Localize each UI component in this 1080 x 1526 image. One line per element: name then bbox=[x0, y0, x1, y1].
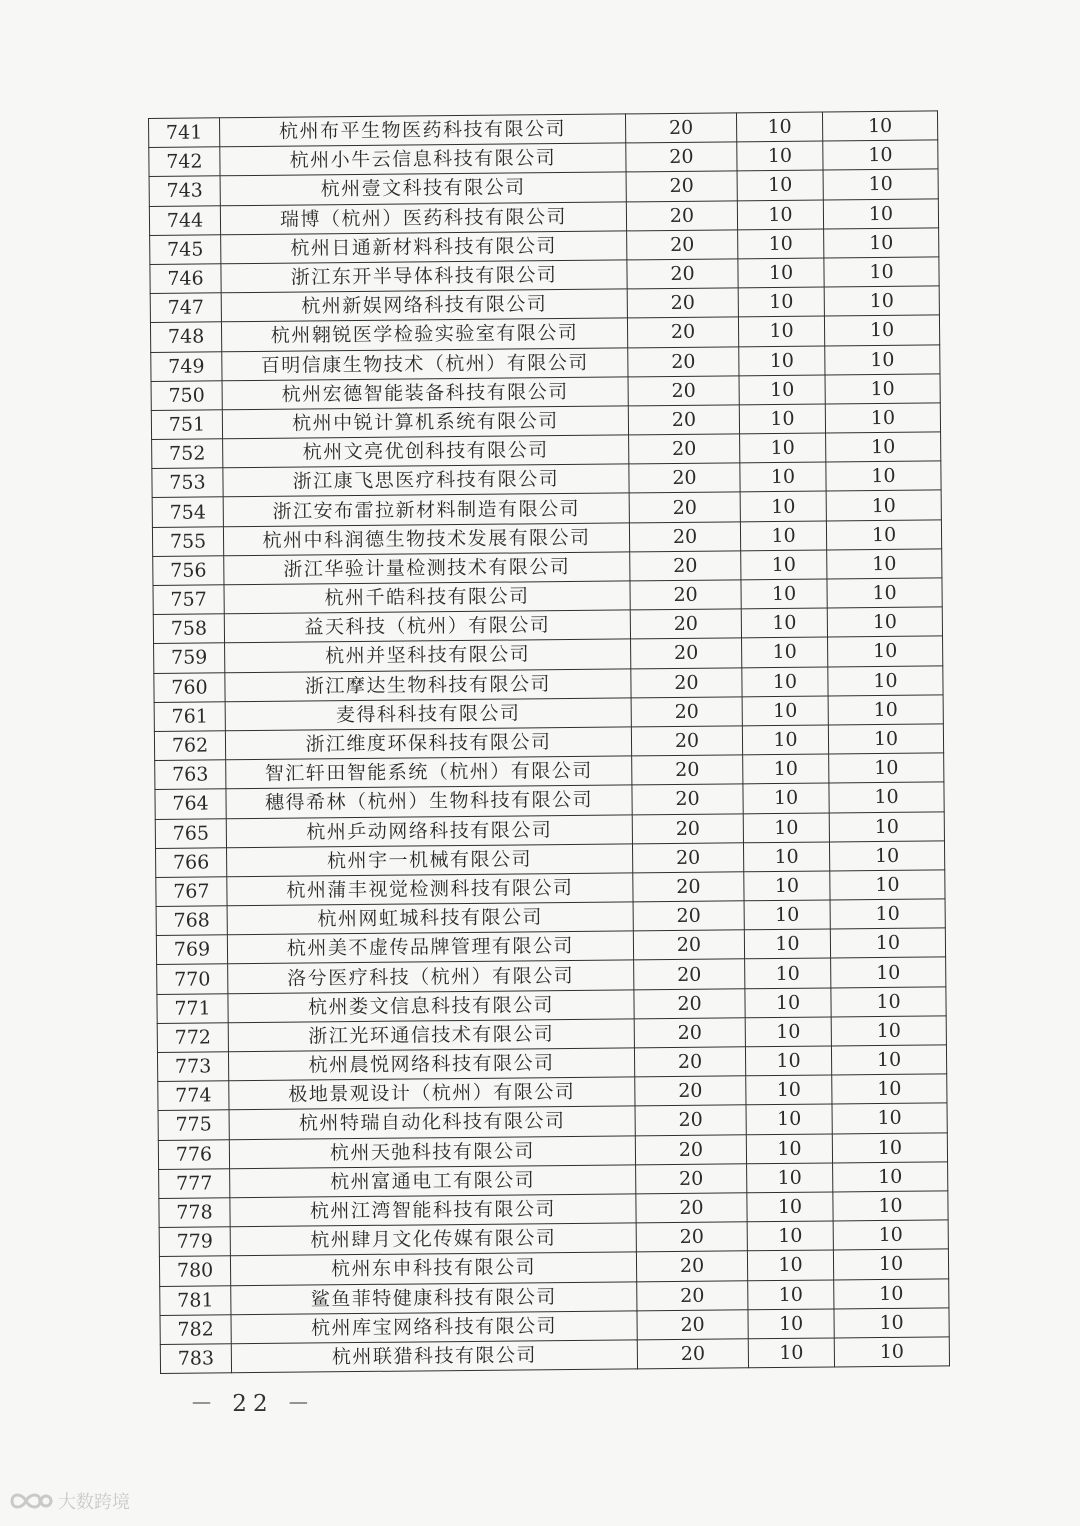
value-b-cell: 10 bbox=[740, 462, 826, 492]
value-c-cell: 10 bbox=[824, 228, 939, 258]
value-b-cell: 10 bbox=[741, 608, 827, 638]
value-c-cell: 10 bbox=[825, 403, 940, 433]
row-number-cell: 770 bbox=[157, 964, 228, 994]
row-number-cell: 744 bbox=[149, 205, 220, 235]
value-b-cell: 10 bbox=[744, 929, 830, 959]
company-name-cell: 洛兮医疗科技（杭州）有限公司 bbox=[228, 960, 634, 993]
value-a-cell: 20 bbox=[632, 784, 743, 814]
value-a-cell: 20 bbox=[630, 580, 741, 610]
company-name-cell: 杭州并坚科技有限公司 bbox=[225, 639, 631, 672]
company-name-cell: 浙江华验计量检测技术有限公司 bbox=[224, 552, 630, 585]
row-number-cell: 746 bbox=[150, 264, 221, 294]
row-number-cell: 767 bbox=[156, 877, 227, 907]
row-number-cell: 782 bbox=[160, 1314, 231, 1344]
company-name-cell: 益天科技（杭州）有限公司 bbox=[224, 610, 630, 643]
row-number-cell: 776 bbox=[158, 1139, 229, 1169]
value-c-cell: 10 bbox=[828, 695, 943, 725]
value-a-cell: 20 bbox=[631, 638, 742, 668]
company-name-cell: 杭州乒动网络科技有限公司 bbox=[226, 814, 632, 847]
value-a-cell: 20 bbox=[635, 1134, 746, 1164]
value-c-cell: 10 bbox=[828, 636, 943, 666]
company-name-cell: 浙江维度环保科技有限公司 bbox=[225, 727, 631, 760]
value-a-cell: 20 bbox=[633, 901, 744, 931]
value-a-cell: 20 bbox=[636, 1193, 747, 1223]
row-number-cell: 763 bbox=[155, 760, 226, 790]
value-b-cell: 10 bbox=[739, 375, 825, 405]
value-b-cell: 10 bbox=[740, 433, 826, 463]
row-number-cell: 775 bbox=[158, 1110, 229, 1140]
value-c-cell: 10 bbox=[822, 111, 937, 141]
value-b-cell: 10 bbox=[743, 754, 829, 784]
row-number-cell: 747 bbox=[150, 293, 221, 323]
row-number-cell: 771 bbox=[157, 993, 228, 1023]
value-b-cell: 10 bbox=[745, 958, 831, 988]
value-b-cell: 10 bbox=[739, 404, 825, 434]
company-name-cell: 穗得希林（杭州）生物科技有限公司 bbox=[226, 785, 632, 818]
value-c-cell: 10 bbox=[828, 665, 943, 695]
value-b-cell: 10 bbox=[748, 1309, 834, 1339]
value-c-cell: 10 bbox=[826, 461, 941, 491]
value-b-cell: 10 bbox=[738, 258, 824, 288]
value-b-cell: 10 bbox=[738, 287, 824, 317]
company-name-cell: 智汇轩田智能系统（杭州）有限公司 bbox=[226, 756, 632, 789]
value-a-cell: 20 bbox=[626, 171, 737, 201]
value-a-cell: 20 bbox=[635, 1076, 746, 1106]
value-a-cell: 20 bbox=[629, 463, 740, 493]
value-c-cell: 10 bbox=[827, 578, 942, 608]
value-b-cell: 10 bbox=[738, 316, 824, 346]
value-b-cell: 10 bbox=[743, 812, 829, 842]
value-b-cell: 10 bbox=[747, 1221, 833, 1251]
company-name-cell: 麦得科科技有限公司 bbox=[225, 698, 631, 731]
value-a-cell: 20 bbox=[634, 1047, 745, 1077]
company-name-cell: 鲨鱼菲特健康科技有限公司 bbox=[231, 1281, 637, 1314]
value-b-cell: 10 bbox=[742, 637, 828, 667]
company-name-cell: 杭州美不虚传品牌管理有限公司 bbox=[227, 931, 633, 964]
value-a-cell: 20 bbox=[625, 113, 736, 143]
row-number-cell: 743 bbox=[149, 176, 220, 206]
value-a-cell: 20 bbox=[637, 1280, 748, 1310]
value-c-cell: 10 bbox=[827, 549, 942, 579]
value-b-cell: 10 bbox=[747, 1250, 833, 1280]
value-b-cell: 10 bbox=[742, 696, 828, 726]
row-number-cell: 745 bbox=[150, 235, 221, 265]
value-a-cell: 20 bbox=[632, 813, 743, 843]
row-number-cell: 750 bbox=[151, 380, 222, 410]
value-a-cell: 20 bbox=[628, 376, 739, 406]
table-row bbox=[160, 1337, 949, 1374]
value-a-cell: 20 bbox=[636, 1164, 747, 1194]
row-number-cell: 778 bbox=[159, 1198, 230, 1228]
watermark-text: 大数跨境 bbox=[58, 1492, 130, 1513]
value-b-cell: 10 bbox=[744, 871, 830, 901]
row-number-cell: 742 bbox=[149, 147, 220, 177]
row-number-cell: 758 bbox=[153, 614, 224, 644]
company-table-body bbox=[149, 111, 950, 1374]
value-c-cell: 10 bbox=[829, 811, 944, 841]
row-number-cell: 765 bbox=[155, 818, 226, 848]
company-name-cell: 极地景观设计（杭州）有限公司 bbox=[229, 1077, 635, 1110]
value-c-cell: 10 bbox=[823, 198, 938, 228]
row-number-cell: 774 bbox=[158, 1081, 229, 1111]
row-number-cell: 769 bbox=[156, 935, 227, 965]
company-name-cell: 杭州东申科技有限公司 bbox=[230, 1252, 636, 1285]
value-c-cell: 10 bbox=[834, 1337, 949, 1367]
value-b-cell: 10 bbox=[741, 579, 827, 609]
value-c-cell: 10 bbox=[828, 724, 943, 754]
value-a-cell: 20 bbox=[627, 259, 738, 289]
value-a-cell: 20 bbox=[633, 930, 744, 960]
company-name-cell: 杭州布平生物医药科技有限公司 bbox=[220, 114, 626, 147]
value-a-cell: 20 bbox=[627, 288, 738, 318]
company-name-cell: 杭州联猎科技有限公司 bbox=[231, 1340, 637, 1373]
company-name-cell: 杭州库宝网络科技有限公司 bbox=[231, 1311, 637, 1344]
row-number-cell: 772 bbox=[157, 1023, 228, 1053]
value-c-cell: 10 bbox=[830, 899, 945, 929]
value-c-cell: 10 bbox=[833, 1191, 948, 1221]
row-number-cell: 780 bbox=[159, 1256, 230, 1286]
value-a-cell: 20 bbox=[628, 346, 739, 376]
value-b-cell: 10 bbox=[737, 200, 823, 230]
company-name-cell: 浙江东开半导体科技有限公司 bbox=[221, 260, 627, 293]
company-name-cell: 杭州宏德智能装备科技有限公司 bbox=[222, 377, 628, 410]
page-number: － 22 － bbox=[190, 1391, 316, 1417]
row-number-cell: 783 bbox=[160, 1344, 231, 1374]
company-name-cell: 杭州富通电工有限公司 bbox=[230, 1165, 636, 1198]
row-number-cell: 762 bbox=[154, 731, 225, 761]
value-b-cell: 10 bbox=[746, 1104, 832, 1134]
value-a-cell: 20 bbox=[633, 872, 744, 902]
value-c-cell: 10 bbox=[832, 1132, 947, 1162]
company-name-cell: 百明信康生物技术（杭州）有限公司 bbox=[222, 347, 628, 380]
row-number-cell: 753 bbox=[152, 468, 223, 498]
row-number-cell: 777 bbox=[159, 1169, 230, 1199]
value-b-cell: 10 bbox=[748, 1279, 834, 1309]
value-c-cell: 10 bbox=[823, 169, 938, 199]
value-b-cell: 10 bbox=[741, 550, 827, 580]
company-name-cell: 杭州壹文科技有限公司 bbox=[220, 172, 626, 205]
value-c-cell: 10 bbox=[829, 841, 944, 871]
company-name-cell: 浙江安布雷拉新材料制造有限公司 bbox=[223, 493, 629, 526]
value-c-cell: 10 bbox=[826, 520, 941, 550]
value-b-cell: 10 bbox=[747, 1192, 833, 1222]
value-c-cell: 10 bbox=[827, 607, 942, 637]
value-c-cell: 10 bbox=[829, 753, 944, 783]
value-c-cell: 10 bbox=[831, 987, 946, 1017]
value-a-cell: 20 bbox=[634, 988, 745, 1018]
value-c-cell: 10 bbox=[825, 344, 940, 374]
value-b-cell: 10 bbox=[742, 725, 828, 755]
value-a-cell: 20 bbox=[626, 142, 737, 172]
company-name-cell: 杭州特瑞自动化科技有限公司 bbox=[229, 1106, 635, 1139]
row-number-cell: 757 bbox=[153, 585, 224, 615]
value-a-cell: 20 bbox=[629, 492, 740, 522]
company-name-cell: 杭州娄文信息科技有限公司 bbox=[228, 990, 634, 1023]
row-number-cell: 754 bbox=[152, 497, 223, 527]
value-b-cell: 10 bbox=[746, 1134, 832, 1164]
value-b-cell: 10 bbox=[740, 491, 826, 521]
value-b-cell: 10 bbox=[743, 783, 829, 813]
watermark bbox=[8, 1488, 130, 1514]
row-number-cell: 760 bbox=[154, 672, 225, 702]
value-b-cell: 10 bbox=[737, 170, 823, 200]
value-c-cell: 10 bbox=[832, 1074, 947, 1104]
value-b-cell: 10 bbox=[747, 1163, 833, 1193]
value-c-cell: 10 bbox=[830, 928, 945, 958]
company-name-cell: 杭州晨悦网络科技有限公司 bbox=[228, 1048, 634, 1081]
company-name-cell: 浙江康飞思医疗科技有限公司 bbox=[223, 464, 629, 497]
value-c-cell: 10 bbox=[826, 490, 941, 520]
row-number-cell: 781 bbox=[160, 1285, 231, 1315]
value-a-cell: 20 bbox=[627, 317, 738, 347]
value-a-cell: 20 bbox=[631, 726, 742, 756]
company-name-cell: 杭州蒲丰视觉检测科技有限公司 bbox=[227, 873, 633, 906]
row-number-cell: 752 bbox=[152, 439, 223, 469]
company-name-cell: 杭州翱锐医学检验实验室有限公司 bbox=[221, 318, 627, 351]
value-a-cell: 20 bbox=[626, 200, 737, 230]
company-name-cell: 杭州肆月文化传媒有限公司 bbox=[230, 1223, 636, 1256]
value-b-cell: 10 bbox=[737, 141, 823, 171]
company-name-cell: 瑞博（杭州）医药科技有限公司 bbox=[220, 201, 626, 234]
value-c-cell: 10 bbox=[831, 1045, 946, 1075]
value-b-cell: 10 bbox=[736, 112, 822, 142]
company-name-cell: 杭州日通新材料科技有限公司 bbox=[221, 231, 627, 264]
row-number-cell: 773 bbox=[157, 1052, 228, 1082]
value-a-cell: 20 bbox=[634, 1018, 745, 1048]
row-number-cell: 749 bbox=[151, 351, 222, 381]
company-name-cell: 杭州小牛云信息科技有限公司 bbox=[220, 143, 626, 176]
value-b-cell: 10 bbox=[748, 1338, 834, 1368]
row-number-cell: 756 bbox=[153, 556, 224, 586]
infinity-logo-icon bbox=[8, 1488, 54, 1514]
value-b-cell: 10 bbox=[745, 988, 831, 1018]
value-c-cell: 10 bbox=[834, 1308, 949, 1338]
company-name-cell: 杭州网虹城科技有限公司 bbox=[227, 902, 633, 935]
value-a-cell: 20 bbox=[636, 1251, 747, 1281]
value-a-cell: 20 bbox=[637, 1339, 748, 1369]
value-a-cell: 20 bbox=[630, 609, 741, 639]
value-c-cell: 10 bbox=[824, 286, 939, 316]
company-name-cell: 杭州天弛科技有限公司 bbox=[229, 1135, 635, 1168]
row-number-cell: 766 bbox=[156, 847, 227, 877]
row-number-cell: 759 bbox=[154, 643, 225, 673]
value-c-cell: 10 bbox=[833, 1249, 948, 1279]
value-c-cell: 10 bbox=[834, 1278, 949, 1308]
company-name-cell: 浙江光环通信技术有限公司 bbox=[228, 1019, 634, 1052]
company-name-cell: 杭州江湾智能科技有限公司 bbox=[230, 1194, 636, 1227]
value-b-cell: 10 bbox=[742, 667, 828, 697]
value-a-cell: 20 bbox=[631, 697, 742, 727]
value-c-cell: 10 bbox=[823, 140, 938, 170]
row-number-cell: 755 bbox=[152, 526, 223, 556]
company-name-cell: 杭州中锐计算机系统有限公司 bbox=[222, 406, 628, 439]
value-a-cell: 20 bbox=[630, 551, 741, 581]
value-b-cell: 10 bbox=[740, 521, 826, 551]
value-c-cell: 10 bbox=[831, 1016, 946, 1046]
value-c-cell: 10 bbox=[825, 374, 940, 404]
company-name-cell: 杭州中科润德生物技术发展有限公司 bbox=[223, 523, 629, 556]
value-c-cell: 10 bbox=[830, 870, 945, 900]
value-b-cell: 10 bbox=[745, 1046, 831, 1076]
company-name-cell: 浙江摩达生物科技有限公司 bbox=[225, 668, 631, 701]
company-name-cell: 杭州文亮优创科技有限公司 bbox=[223, 435, 629, 468]
value-a-cell: 20 bbox=[637, 1309, 748, 1339]
value-a-cell: 20 bbox=[635, 1105, 746, 1135]
value-c-cell: 10 bbox=[832, 1103, 947, 1133]
value-b-cell: 10 bbox=[739, 346, 825, 376]
row-number-cell: 761 bbox=[154, 702, 225, 732]
value-c-cell: 10 bbox=[829, 782, 944, 812]
value-c-cell: 10 bbox=[833, 1162, 948, 1192]
value-b-cell: 10 bbox=[738, 229, 824, 259]
value-b-cell: 10 bbox=[745, 1017, 831, 1047]
row-number-cell: 764 bbox=[155, 789, 226, 819]
row-number-cell: 741 bbox=[149, 118, 220, 148]
company-name-cell: 杭州宇一机械有限公司 bbox=[227, 844, 633, 877]
value-c-cell: 10 bbox=[824, 315, 939, 345]
value-b-cell: 10 bbox=[744, 900, 830, 930]
value-a-cell: 20 bbox=[631, 667, 742, 697]
value-c-cell: 10 bbox=[826, 432, 941, 462]
row-number-cell: 779 bbox=[159, 1227, 230, 1257]
value-b-cell: 10 bbox=[746, 1075, 832, 1105]
value-c-cell: 10 bbox=[824, 257, 939, 287]
value-a-cell: 20 bbox=[628, 405, 739, 435]
row-number-cell: 748 bbox=[150, 322, 221, 352]
value-c-cell: 10 bbox=[833, 1220, 948, 1250]
row-number-cell: 751 bbox=[151, 410, 222, 440]
value-c-cell: 10 bbox=[831, 957, 946, 987]
value-a-cell: 20 bbox=[632, 843, 743, 873]
row-number-cell: 768 bbox=[156, 906, 227, 936]
value-a-cell: 20 bbox=[629, 521, 740, 551]
company-table bbox=[148, 110, 950, 1374]
value-a-cell: 20 bbox=[629, 434, 740, 464]
value-a-cell: 20 bbox=[627, 230, 738, 260]
value-a-cell: 20 bbox=[632, 755, 743, 785]
value-b-cell: 10 bbox=[743, 842, 829, 872]
company-name-cell: 杭州千皓科技有限公司 bbox=[224, 581, 630, 614]
company-name-cell: 杭州新娱网络科技有限公司 bbox=[221, 289, 627, 322]
value-a-cell: 20 bbox=[636, 1222, 747, 1252]
value-a-cell: 20 bbox=[634, 959, 745, 989]
